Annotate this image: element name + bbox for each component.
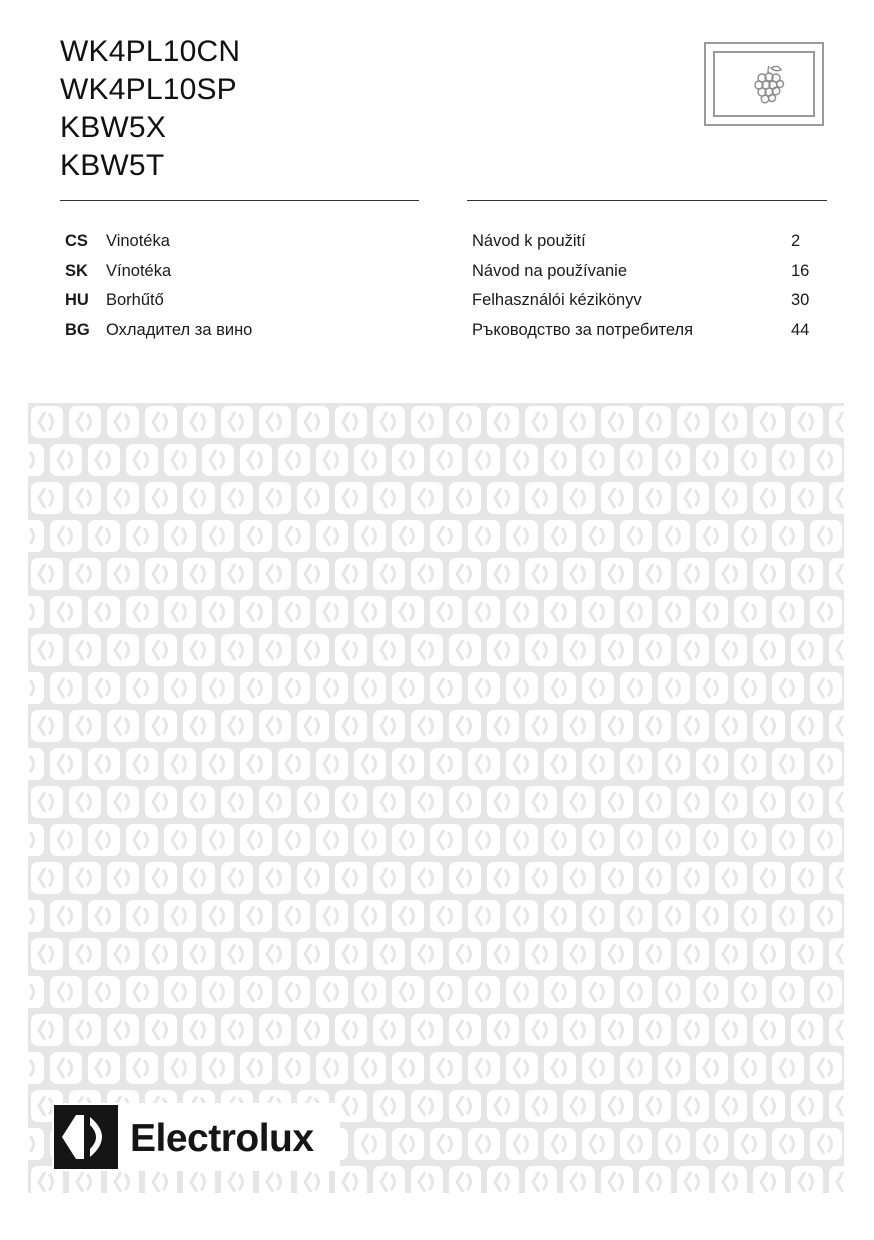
manual-title: Felhasználói kézikönyv: [472, 291, 642, 309]
manual-title: Ръководство за потребителя: [472, 321, 694, 339]
page-number: 44: [791, 321, 810, 339]
page-number: 16: [791, 262, 810, 280]
language-row: [0, 232, 874, 256]
brand-logo: [52, 1103, 340, 1171]
language-code: SK: [65, 262, 88, 280]
model-name: KBW5T: [60, 149, 165, 182]
manual-title: Návod na používanie: [472, 262, 628, 280]
language-row: [0, 262, 874, 286]
brand-pattern-background: [28, 403, 844, 1193]
language-code: CS: [65, 232, 88, 250]
language-code: BG: [65, 321, 90, 339]
product-name: Borhűtő: [106, 291, 164, 309]
page-number: 2: [791, 232, 801, 250]
brand-wordmark: Electrolux: [130, 1117, 314, 1160]
product-name: Vínotéka: [106, 262, 172, 280]
language-row: [0, 321, 874, 345]
model-name: WK4PL10SP: [60, 73, 237, 106]
model-list: [60, 33, 240, 185]
product-name: Охладител за вино: [106, 321, 253, 339]
appliance-inner-frame: [713, 51, 815, 117]
language-row: [0, 291, 874, 315]
page-number: 30: [791, 291, 810, 309]
model-name: WK4PL10CN: [60, 35, 241, 68]
electrolux-logo-icon: [54, 1105, 118, 1169]
product-name: Vinotéka: [106, 232, 170, 250]
manual-title: Návod k použití: [472, 232, 586, 250]
grapes-icon: [751, 62, 787, 110]
model-name: KBW5X: [60, 111, 167, 144]
appliance-frame: [704, 42, 824, 126]
divider-left: [60, 200, 419, 201]
divider-right: [467, 200, 827, 201]
language-code: HU: [65, 291, 89, 309]
